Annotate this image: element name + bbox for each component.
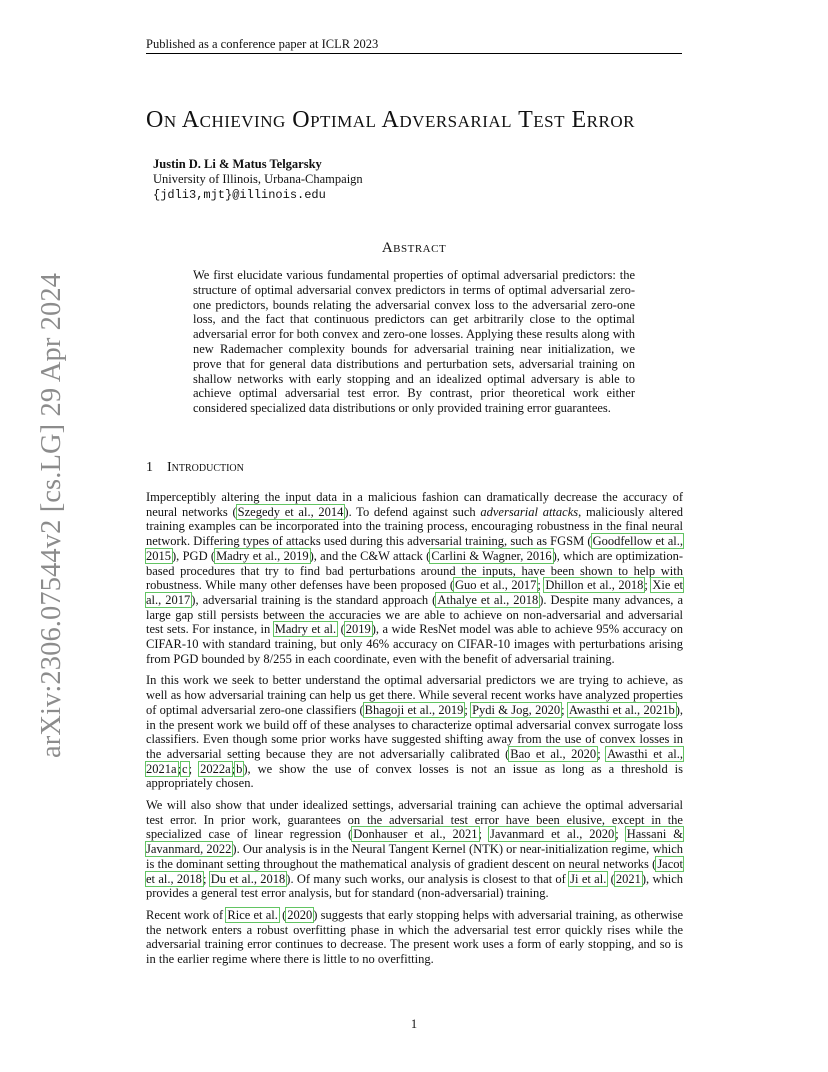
- citation-link[interactable]: Szegedy et al., 2014: [237, 504, 344, 519]
- text-run: ;: [231, 761, 236, 776]
- text-run: ;: [561, 702, 568, 717]
- abstract-text: We first elucidate various fundamental properties of optimal adversarial predictors: the structure of optimal adversarial convex predictors in terms of optimal adversarial zero-one predictors, bounds relating the adversarial convex loss to the adversarial zero-one loss, and the fact that continuous predictors can get arbitrarily close to the optimal adversarial error for both convex and zero-one losses. Applying these results along with new Rademacher complexity bounds for adversarial training near initialization, we prove that for general data distributions and perturbation sets, adversarial training on shallow networks with early stopping and an idealized optimal adversary is able to achieve optimal adversarial test error. By contrast, prior theoretical work either considered specialized data distributions or only provided training error guarantees.: [193, 268, 635, 416]
- text-run: ), and the C&W attack (: [309, 548, 431, 563]
- citation-link[interactable]: 2022a: [200, 761, 231, 776]
- text-run: Imperceptibly altering the input data in a malicious fashion can dramatically decrease the accuracy of neural networks (: [146, 490, 683, 519]
- citation-link[interactable]: Carlini & Wagner, 2016: [431, 548, 552, 563]
- text-run: (: [337, 622, 345, 637]
- text-run: ;: [537, 578, 545, 593]
- citation-link[interactable]: Awasthi et al., 2021b: [568, 702, 675, 717]
- text-run: ), in the present work we build off of these analyses to characterize optimal adversarial convex surrogate loss classifiers. Even though some prior works have suggested shifting away from the use of convex losses in the adversarial setting because they are not adversarially calibrated (: [146, 702, 683, 761]
- text-run: ;: [615, 827, 626, 842]
- text-run: (: [607, 871, 615, 886]
- section-title: Introduction: [167, 460, 244, 475]
- citation-link[interactable]: Madry et al., 2019: [216, 548, 309, 563]
- abstract-heading: Abstract: [381, 240, 447, 256]
- header-rule: [146, 53, 682, 54]
- citation-link[interactable]: Hassani & Javanmard, 2022: [146, 827, 683, 857]
- text-run: ), a wide ResNet model was able to achieve 95% accuracy on CIFAR-10 with standard training, but only 46% accuracy on CIFAR-10 images with perturbations arising from PGD bounded by 8/255 in each coordinate, even with the benefit of adversarial training.: [146, 622, 683, 666]
- citation-link[interactable]: Bao et al., 2020: [510, 746, 597, 761]
- citation-link[interactable]: Goodfellow et al., 2015: [146, 534, 683, 563]
- paper-title: On Achieving Optimal Adversarial Test Error: [146, 107, 635, 133]
- paragraph-3: [146, 798, 683, 901]
- citation-link[interactable]: Rice et al.: [227, 907, 278, 922]
- citation-link[interactable]: Ji et al.: [570, 871, 607, 886]
- citation-link[interactable]: Athalye et al., 2018: [437, 592, 539, 607]
- text-run: ). Our analysis is in the Neural Tangent Kernel (NTK) or near-initialization regime, which is the dominant setting throughout the mathematical analysis of gradient descent on neural networks (: [146, 842, 683, 871]
- citation-link[interactable]: Donhauser et al., 2021: [353, 827, 478, 842]
- paper-authors: Justin D. Li & Matus Telgarsky: [153, 157, 322, 171]
- text-run: ;: [644, 578, 652, 593]
- citation-link[interactable]: Javanmard et al., 2020: [489, 827, 615, 842]
- text-run: ). To defend against such: [344, 504, 481, 519]
- citation-link[interactable]: 2019: [345, 622, 371, 637]
- text-run: ;: [478, 827, 489, 842]
- text-run: ). Of many such works, our analysis is closest to that of: [286, 871, 570, 886]
- text-run: (: [278, 907, 287, 922]
- text-run: ;: [177, 761, 182, 776]
- text-run: In this work we seek to better understand the optimal adversarial predictors we are trying to achieve, as well as how adversarial training can help us get there. While several recent works have analyzed properties of optimal adversarial zero-one classifiers (: [146, 673, 683, 717]
- citation-link[interactable]: b: [236, 761, 243, 776]
- text-run: ), we show the use of convex losses is not an issue as long as a threshold is appropriately chosen.: [146, 761, 683, 791]
- text-run: ;: [202, 871, 210, 886]
- body-text: [146, 490, 683, 974]
- text-run: ;: [188, 761, 200, 776]
- text-run: We will also show that under idealized settings, adversarial training can achieve the optimal adversarial test error. In prior work, guarantees on the adversarial test error have been elusive, except in the specialized case of linear regression (: [146, 798, 683, 842]
- citation-link[interactable]: Pydi & Jog, 2020: [472, 702, 561, 717]
- author-affiliation: University of Illinois, Urbana-Champaign: [153, 172, 363, 186]
- section-number: 1: [146, 460, 153, 475]
- paragraph-2: [146, 673, 683, 791]
- citation-link[interactable]: Awasthi et al., 2021a: [146, 746, 683, 776]
- running-header: Published as a conference paper at ICLR 2023: [146, 37, 379, 51]
- text-run: Recent work of: [146, 907, 227, 922]
- text-run: , maliciously altered training examples can be incorporated into the training process, encouraging robustness in the final neural network. Differing types of attacks used during this adversarial training, such as FGSM (: [146, 504, 683, 549]
- citation-link[interactable]: Guo et al., 2017: [455, 578, 537, 593]
- paragraph-1: [146, 490, 683, 666]
- section-heading: [146, 460, 244, 476]
- arxiv-identifier[interactable]: arXiv:2306.07544v2 [cs.LG] 29 Apr 2024: [36, 272, 67, 758]
- author-email: {jdli3,mjt}@illinois.edu: [153, 188, 326, 202]
- text-run: ), which provides a general test error analysis, but for standard (non-adversarial) training.: [146, 871, 683, 901]
- emphasis-text: adversarial attacks: [480, 504, 579, 519]
- citation-link[interactable]: Bhagoji et al., 2019: [364, 702, 464, 717]
- page-number: 1: [410, 1017, 418, 1031]
- citation-link[interactable]: Dhillon et al., 2018: [545, 578, 644, 593]
- paragraph-4: [146, 908, 683, 967]
- citation-link[interactable]: c: [182, 761, 188, 776]
- text-run: ), adversarial training is the standard approach (: [191, 592, 437, 607]
- text-run: ). Despite many advances, a large gap still persists between the accuracies we are able to achieve on non-adversarial and adversarial test sets. For instance, in: [146, 592, 683, 637]
- citation-link[interactable]: 2020: [287, 907, 313, 922]
- citation-link[interactable]: Jacot et al., 2018: [146, 856, 683, 886]
- citation-link[interactable]: 2021: [615, 871, 641, 886]
- text-run: ;: [597, 746, 607, 761]
- text-run: ), PGD (: [172, 548, 216, 563]
- citation-link[interactable]: Madry et al.: [274, 622, 337, 637]
- text-run: ;: [464, 702, 472, 717]
- citation-link[interactable]: Du et al., 2018: [210, 871, 286, 886]
- citation-link[interactable]: Xie et al., 2017: [146, 578, 683, 607]
- text-run: ), which are optimization-based procedures that try to find bad perturbations around the inputs, have been shown to help with robustness. While many other defenses have been proposed (: [146, 548, 683, 593]
- text-run: ) suggests that early stopping helps with adversarial training, as otherwise the network enters a robust overfitting phase in which the adversarial test error quickly rises while the adversarial training error continues to decrease. The present work uses a form of early stopping, and so is in the earlier regime where there is little to no overfitting.: [146, 907, 684, 967]
